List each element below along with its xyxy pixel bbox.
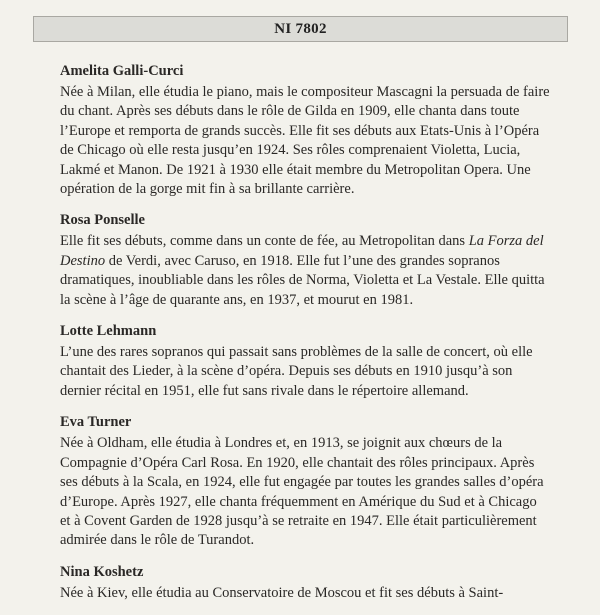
artist-bio-part: Elle fit ses débuts, comme dans un conte de fée, au Metropolitan dans	[60, 233, 469, 250]
artist-name: Eva Turner	[60, 414, 132, 431]
artist-bio-part: de Verdi, avec Caruso, en 1918. Elle fut l’une des grandes sopranos dramatiques, inoubliable dans les rôles de Norma, Violetta et La Vestale. Elle quitta la scène à l’âge de quarante ans, en 1937, et mourut en 1981.	[60, 252, 545, 308]
artist-bio: Née à Oldham, elle étudia à Londres et, en 1913, se joignit aux chœurs de la Compagnie d’Opéra Carl Rosa. En 1920, elle chantait des rôles principaux. Après ses débuts à la Scala, en 1924, elle fut engagée par toutes les grandes salles d’opéra d’Europe. Après 1927, elle chanta fréquemment en Amérique du Sud et à Chicago et à Covent Garden de 1928 jusqu’à se retraite en 1947. Elle était particulièrement admirée dans le rôle de Turandot.	[60, 435, 544, 549]
artist-bio: L’une des rares sopranos qui passait sans problèmes de la salle de concert, où elle chantait des Lieder, à la scène d’opéra. Depuis ses débuts en 1910 jusqu’à son dernier récital en 1951, elle fut sans rivale dans le répertoire allemand.	[60, 344, 533, 399]
artist-entry	[60, 322, 550, 401]
artist-list	[60, 62, 550, 615]
artist-entry	[60, 563, 550, 603]
artist-name: Lotte Lehmann	[60, 323, 157, 340]
artist-bio: Née à Milan, elle étudia le piano, mais le compositeur Mascagni la persuada de faire du chant. Après ses débuts dans le rôle de Gilda en 1909, elle chanta dans toute l’Europe et remporta de grands succès. Elle fit ses débuts aux Etats-Unis à l’Opéra de Chicago où elle resta jusqu’en 1924. Ses rôles comprenaient Violetta, Lucia, Lakmé et Manon. De 1921 à 1930 elle était membre du Metropolitan Opera. Une opération de la gorge mit fin à sa brillante carrière.	[60, 84, 550, 198]
artist-bio: Née à Kiev, elle étudia au Conservatoire de Moscou et fit ses débuts à Saint-	[60, 584, 504, 601]
artist-entry	[60, 62, 550, 199]
artist-entry	[60, 211, 550, 310]
catalog-number: NI 7802	[274, 20, 327, 37]
artist-name: Nina Koshetz	[60, 563, 144, 580]
artist-name: Rosa Ponselle	[60, 212, 145, 229]
artist-bio	[60, 232, 550, 310]
artist-name: Amelita Galli-Curci	[60, 63, 184, 79]
artist-entry	[60, 413, 550, 550]
opera-title: La Forza del Destino	[60, 233, 544, 269]
catalog-header	[33, 16, 568, 42]
